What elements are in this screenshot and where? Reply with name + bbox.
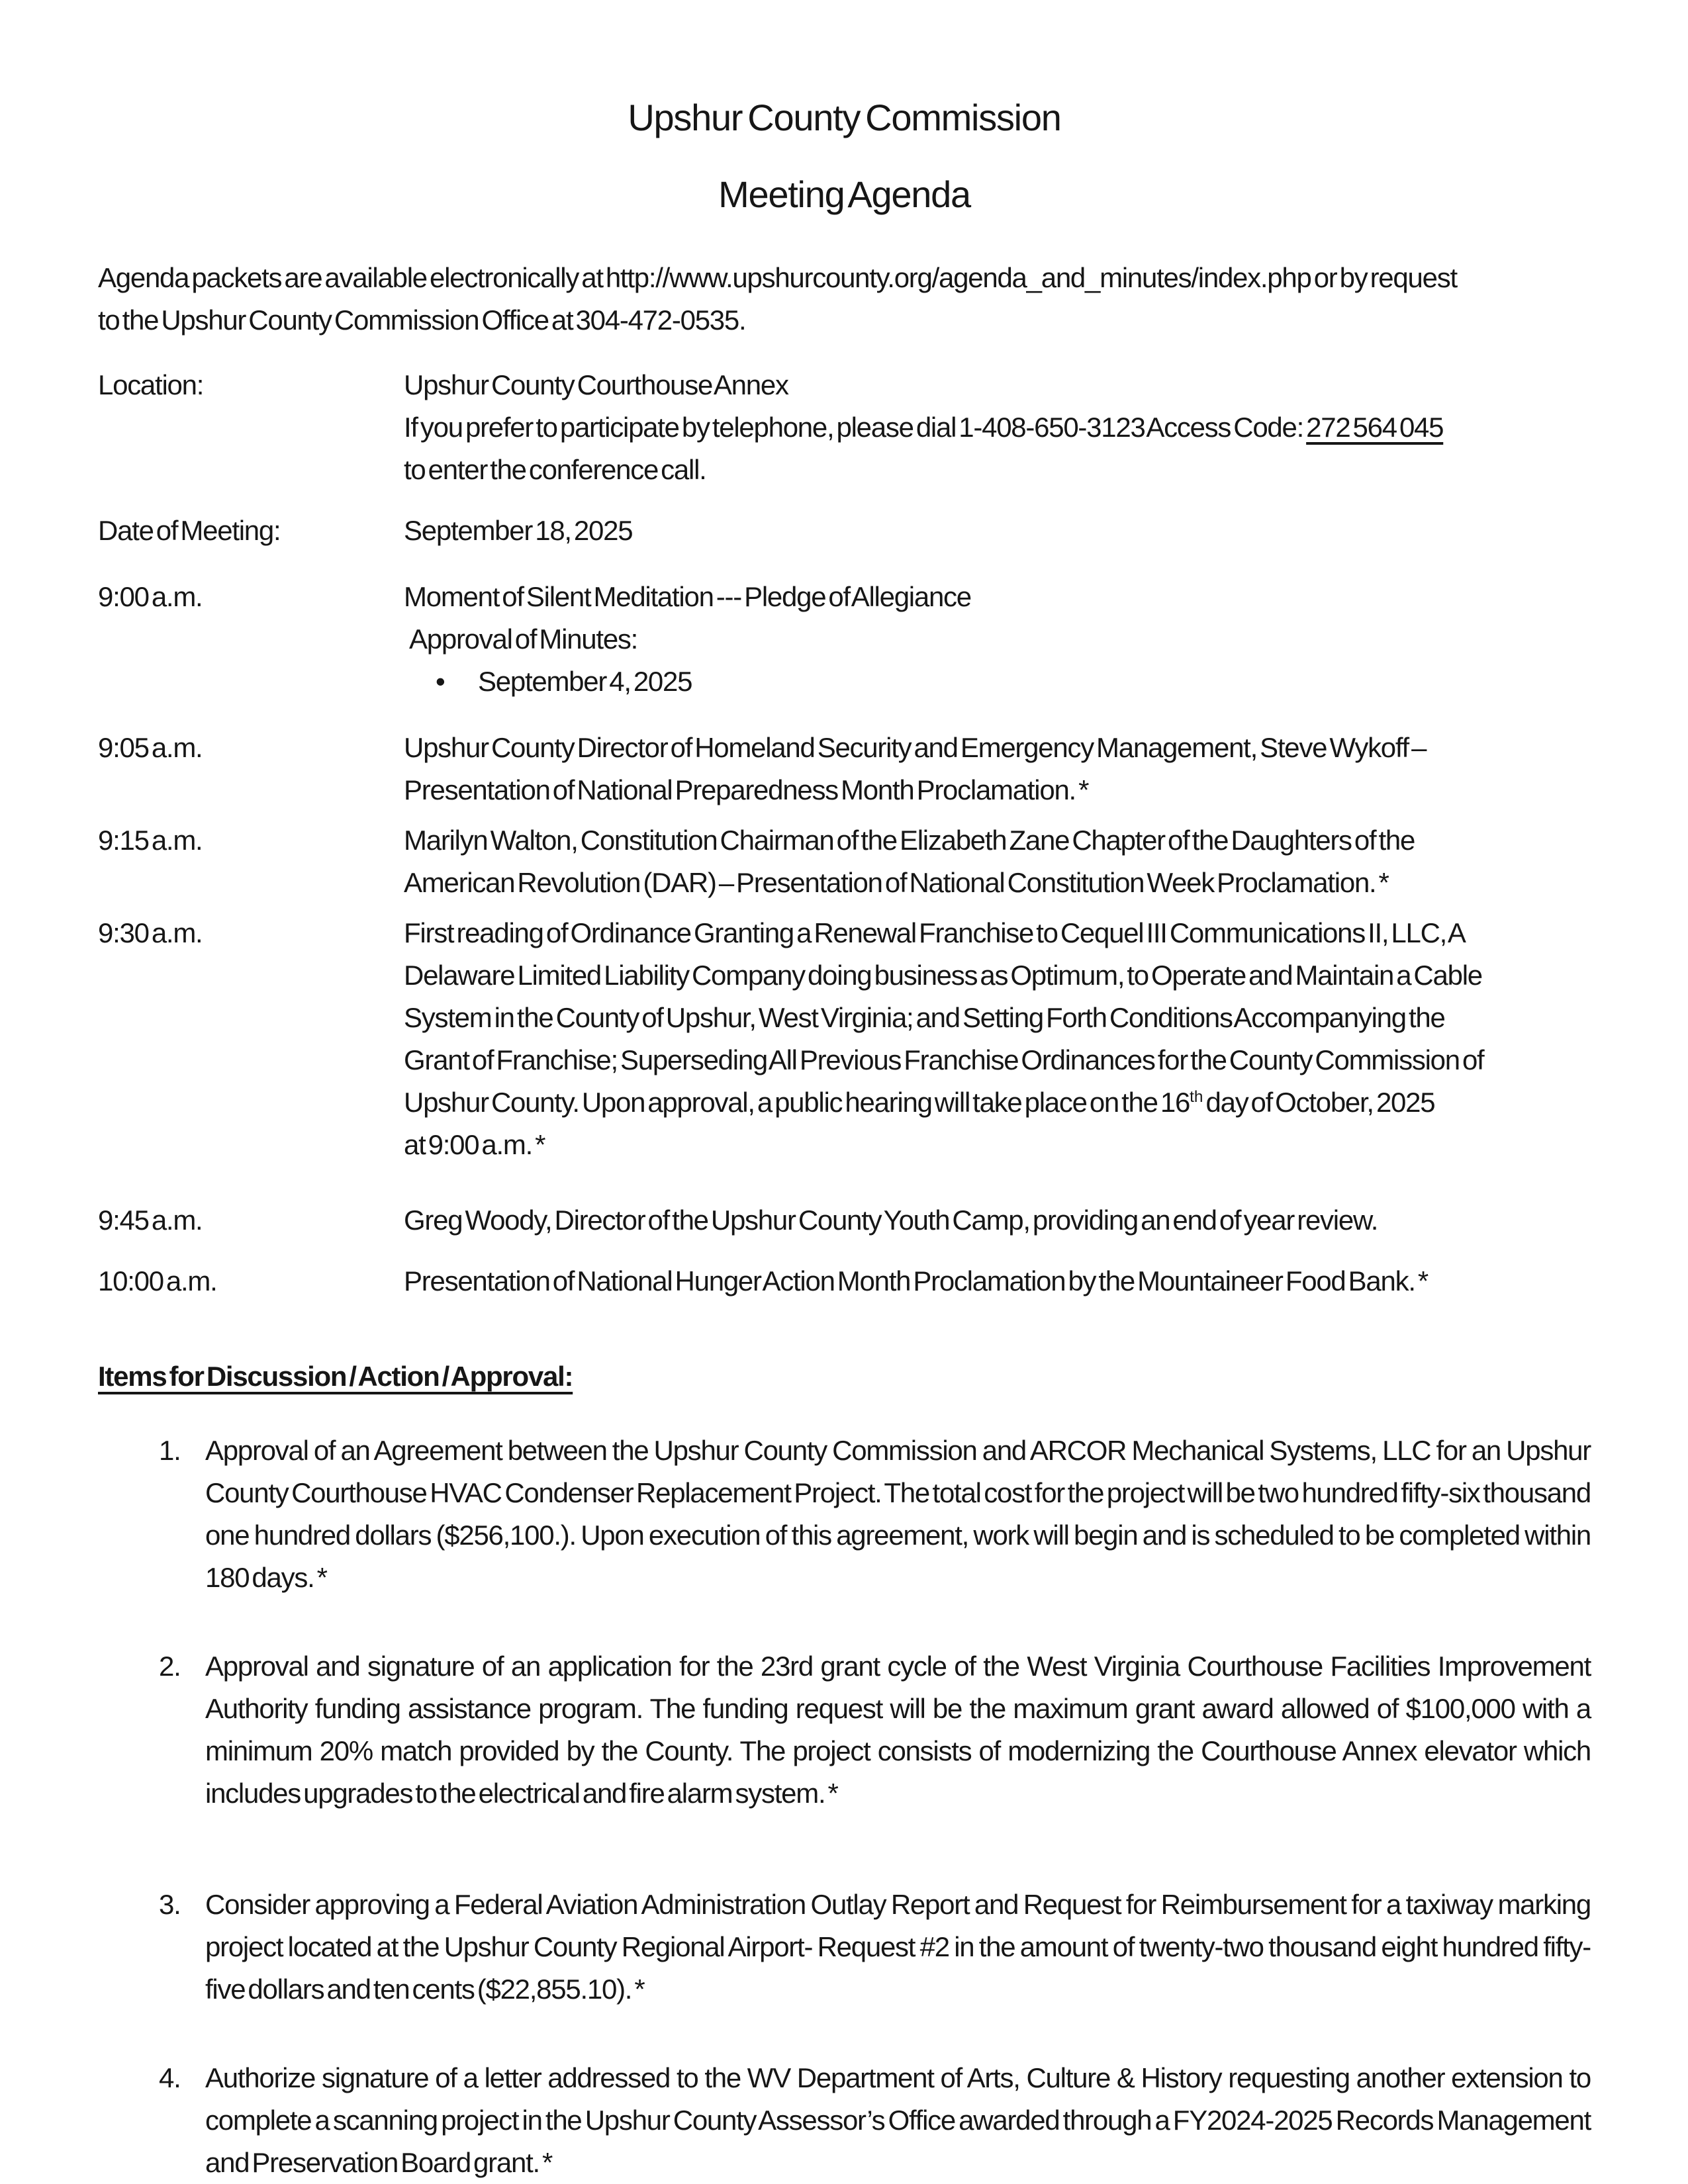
desc-930-line2: Delaware Limited Liability Company doing business as Optimum, to Operate and Maintain a Cable xyxy=(404,960,1482,991)
schedule-time-900: 9:00 a.m. xyxy=(98,581,203,612)
schedule-desc-930 xyxy=(404,912,1591,1166)
desc-915-line2: American Revolution (DAR) – Presentation of National Constitution Week Proclamation. * xyxy=(404,867,1389,898)
conference-call-note: to enter the conference call. xyxy=(404,454,706,485)
schedule-desc-945: Greg Woody, Director of the Upshur County Youth Camp, providing an end of year review. xyxy=(404,1205,1378,1236)
page-title-line1: Upshur County Commission xyxy=(628,97,1061,138)
items-section-heading: Items for Discussion / Action / Approval: xyxy=(98,1361,573,1392)
schedule-row-900 xyxy=(98,576,1591,703)
schedule-row-930 xyxy=(98,912,1591,1166)
intro-paragraph xyxy=(98,257,1591,341)
desc-930-line4: Grant of Franchise; Superseding All Previous Franchise Ordinances for the County Commission of xyxy=(404,1044,1484,1075)
minutes-date: September 4, 2025 xyxy=(478,666,692,697)
schedule-row-915 xyxy=(98,819,1591,904)
agenda-item-2 xyxy=(98,1645,1591,1815)
desc-930-line5-suffix: day of October, 2025 xyxy=(1203,1087,1435,1118)
agenda-item-4 xyxy=(98,2057,1591,2184)
location-row xyxy=(98,364,1591,491)
schedule-desc-915 xyxy=(404,819,1591,904)
item-number: 4. xyxy=(159,2062,181,2093)
item-text: Approval of an Agreement between the Upshur County Commission and ARCOR Mechanical Systems, LLC for an Upshur County Courthouse HVAC Condenser Replacement Project. The total cost for the project will be two hundred fifty-six thousand one hundred dollars ($256,100.). Upon execution of this agreement, work will begin and is scheduled to be completed within 180 days. * xyxy=(205,1435,1591,1593)
schedule-time-905: 9:05 a.m. xyxy=(98,732,203,763)
page-title-line2: Meeting Agenda xyxy=(718,173,970,215)
item-text: Consider approving a Federal Aviation Administration Outlay Report and Request for Reimbursement for a taxiway marking project located at the Upshur County Regional Airport- Request #2 in the amount of twenty-two thousand eight hundred fifty-five dollars and ten cents ($22,855.10). * xyxy=(205,1889,1591,2005)
desc-930-line5-prefix: Upshur County. Upon approval, a public hearing will take place on the 16 xyxy=(404,1087,1190,1118)
desc-930-line1: First reading of Ordinance Granting a Renewal Franchise to Cequel III Communications II, LLC, A xyxy=(404,917,1466,948)
item-text: Approval and signature of an application for the 23rd grant cycle of the West Virginia Courthouse Facilities Improvement Authority funding assistance program. The funding request will be the maximum grant award allowed of $100,000 with a minimum 20% match provided by the County. The project consists of modernizing the Courthouse Annex elevator which includes upgrades to the electrical and fire alarm system. * xyxy=(205,1651,1591,1809)
intro-line2: to the Upshur County Commission Office at 304-472-0535. xyxy=(98,304,746,336)
meditation-pledge-line: Moment of Silent Meditation --- Pledge of Allegiance xyxy=(404,581,971,612)
item-number: 1. xyxy=(159,1435,181,1466)
ordinal-superscript: th xyxy=(1190,1088,1203,1106)
schedule-row-905 xyxy=(98,727,1591,811)
bullet-icon: • xyxy=(436,666,445,697)
desc-905-line2: Presentation of National Preparedness Month Proclamation. * xyxy=(404,774,1089,805)
minutes-bullet-item xyxy=(404,666,692,697)
schedule-desc-1000: Presentation of National Hunger Action Month Proclamation by the Mountaineer Food Bank. * xyxy=(404,1265,1428,1297)
desc-930-line6: at 9:00 a.m. * xyxy=(404,1129,545,1160)
desc-915-line1: Marilyn Walton, Constitution Chairman of the Elizabeth Zane Chapter of the Daughters of the xyxy=(404,825,1415,856)
date-of-meeting-value: September 18, 2025 xyxy=(404,515,633,546)
phone-instructions: If you prefer to participate by telephone, please dial 1-408-650-3123 Access Code: xyxy=(404,412,1307,443)
item-number: 3. xyxy=(159,1889,181,1920)
date-of-meeting-row xyxy=(98,510,1591,552)
location-label: Location: xyxy=(98,369,204,400)
desc-905-line1: Upshur County Director of Homeland Security and Emergency Management, Steve Wykoff – xyxy=(404,732,1427,763)
approval-of-minutes-line: Approval of Minutes: xyxy=(409,623,638,655)
location-content xyxy=(404,364,1591,491)
access-code: 272 564 045 xyxy=(1306,412,1444,443)
item-number: 2. xyxy=(159,1651,181,1682)
date-of-meeting-label: Date of Meeting: xyxy=(98,515,281,546)
schedule-time-915: 9:15 a.m. xyxy=(98,825,203,856)
agenda-item-1 xyxy=(98,1430,1591,1599)
intro-line1: Agenda packets are available electronically at http://www.upshurcounty.org/agenda_and_minutes/index.php or by request xyxy=(98,262,1457,293)
agenda-item-3 xyxy=(98,1884,1591,2011)
page-title xyxy=(98,79,1591,233)
location-venue: Upshur County Courthouse Annex xyxy=(404,369,788,400)
schedule-row-1000 xyxy=(98,1260,1591,1302)
schedule-row-945 xyxy=(98,1199,1591,1242)
schedule-time-945: 9:45 a.m. xyxy=(98,1205,203,1236)
schedule-time-930: 9:30 a.m. xyxy=(98,917,203,948)
schedule-desc-900 xyxy=(404,576,1591,703)
desc-930-line3: System in the County of Upshur, West Virginia; and Setting Forth Conditions Accompanying the xyxy=(404,1002,1445,1033)
schedule-time-1000: 10:00 a.m. xyxy=(98,1265,217,1297)
item-text: Authorize signature of a letter addressed to the WV Department of Arts, Culture & History requesting another extension to complete a scanning project in the Upshur County Assessor’s Office awarded through a FY2024-2025 Records Management and Preservation Board grant. * xyxy=(205,2062,1591,2178)
schedule-desc-905 xyxy=(404,727,1591,811)
